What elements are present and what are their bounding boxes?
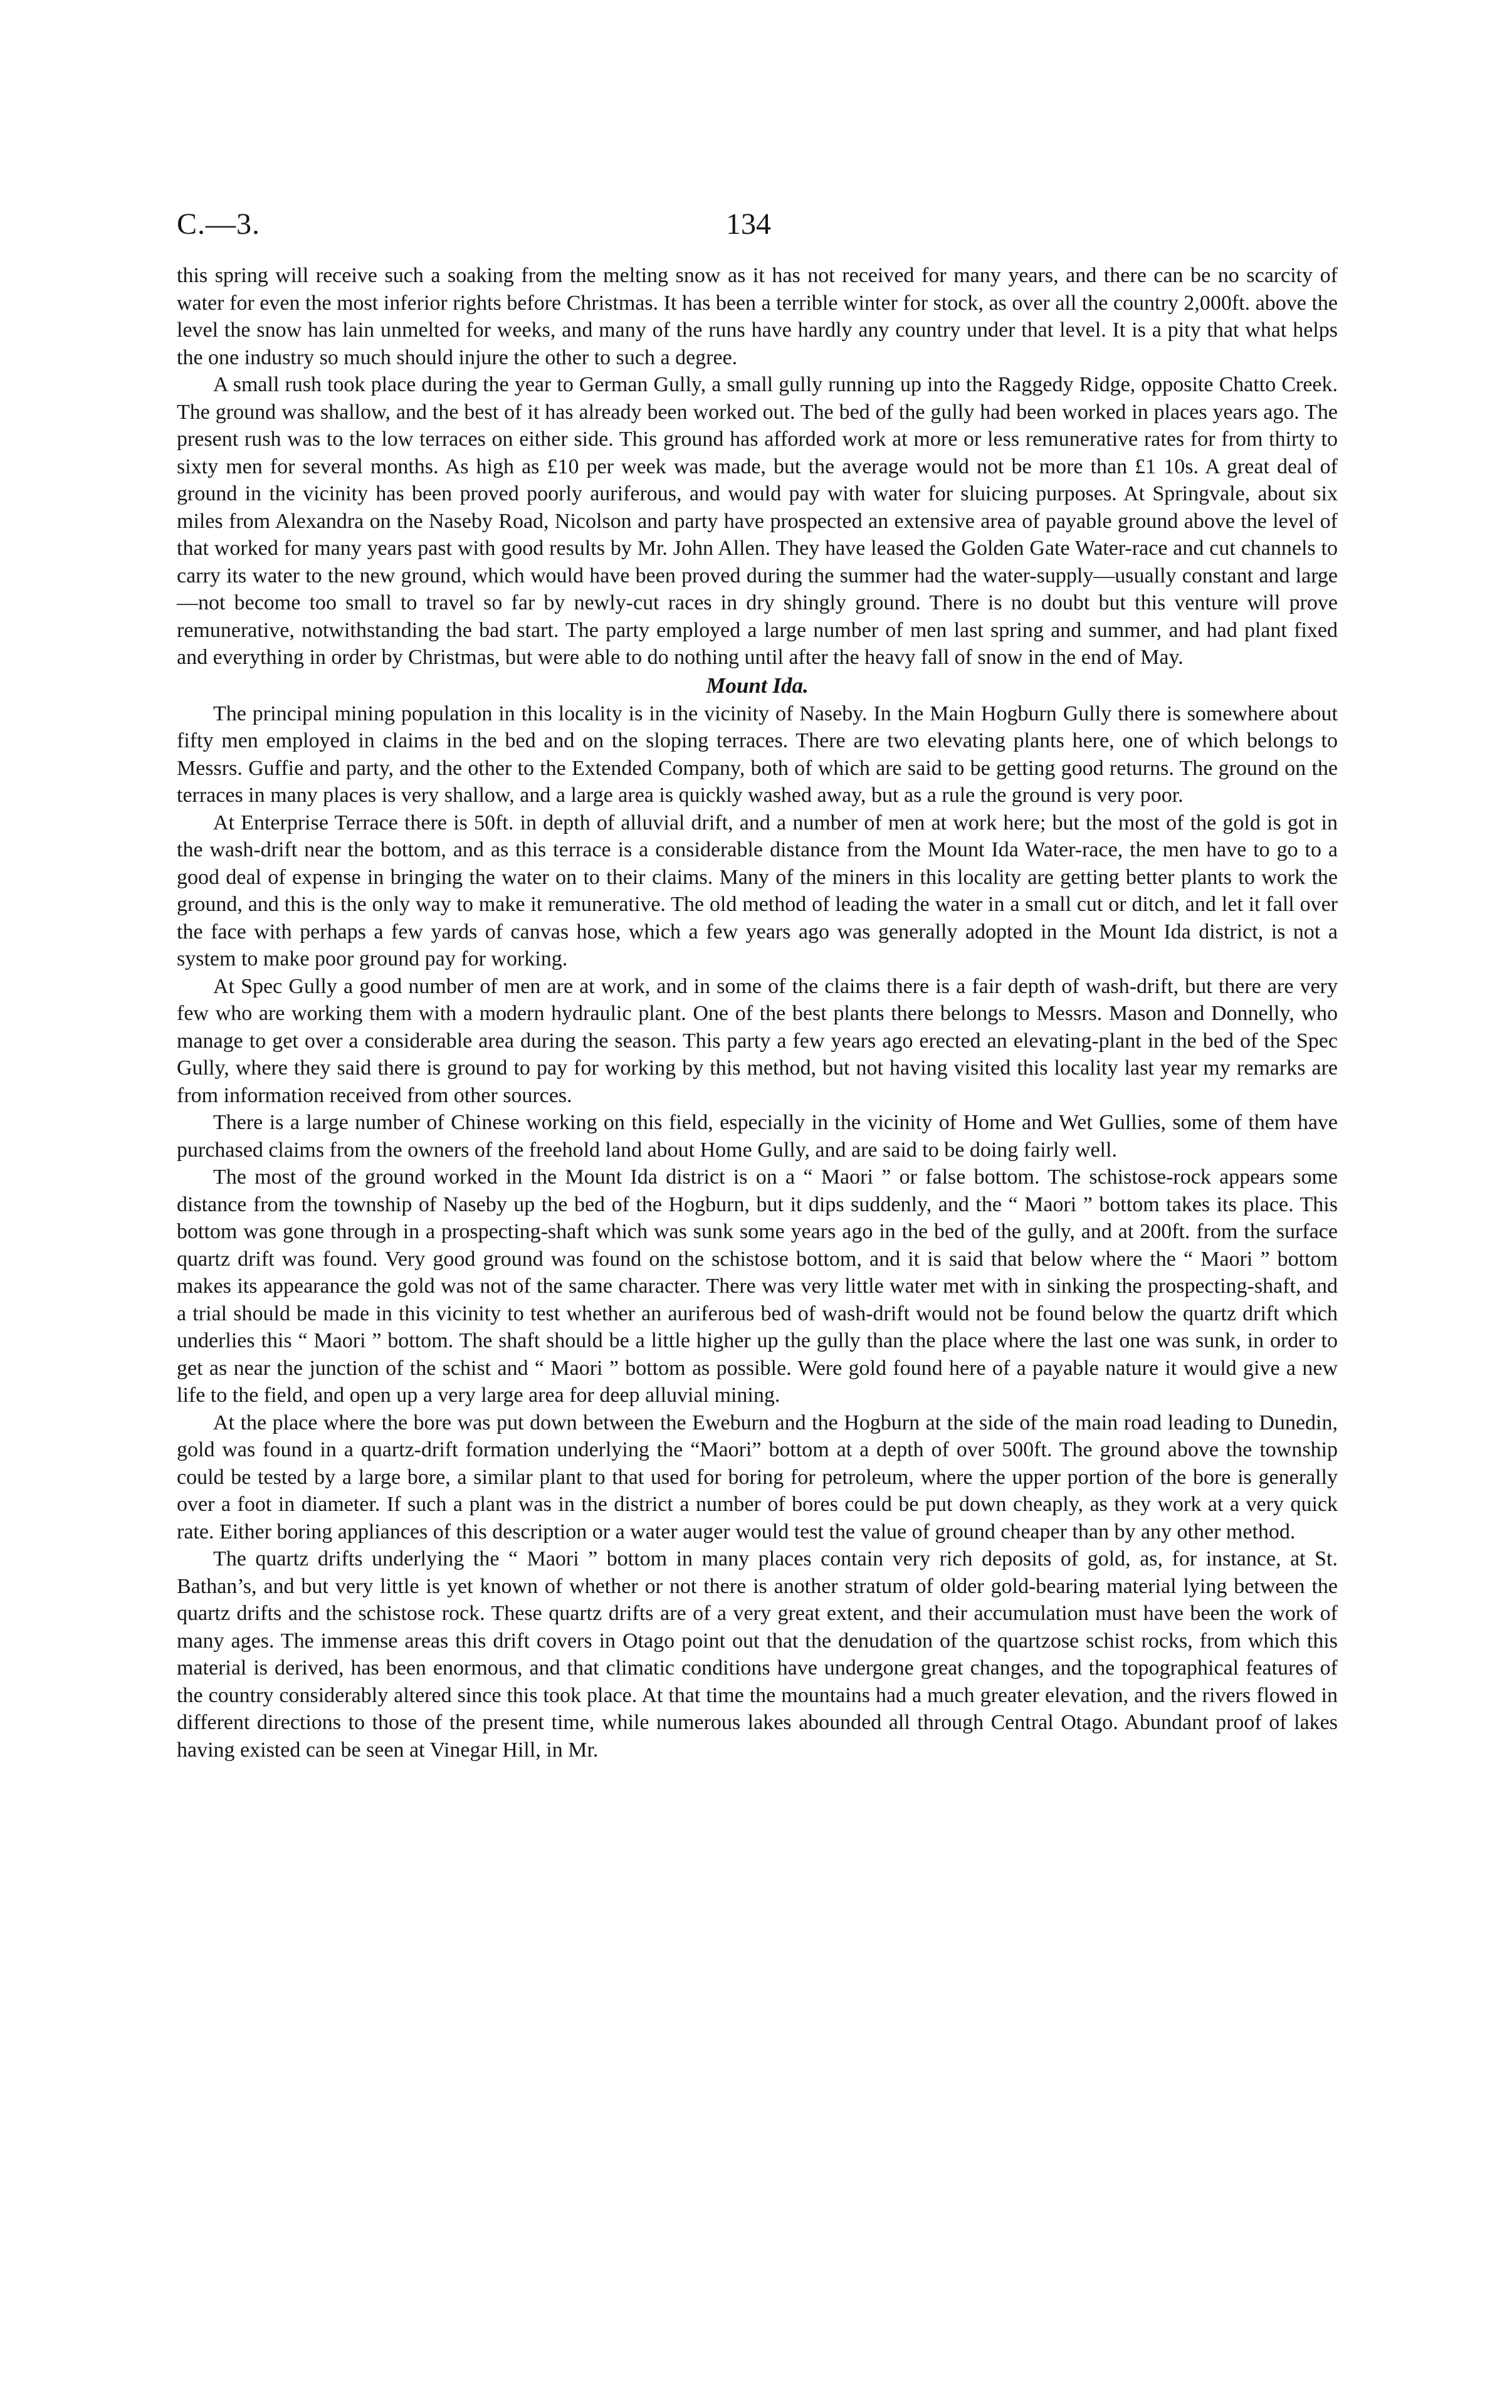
page-header (177, 207, 1336, 251)
paragraph-quartz-drifts: The quartz drifts underlying the “ Maori ” bottom in many places contain very rich deposits of gold, as, for instance, at St. Bathan’s, and but very little is yet known of whether or not there is another stratum of older gold-bearing material lying between the quartz drifts and the schistose rock. These quartz drifts are of a very great extent, and their accumulation must have been the work of many ages. The immense areas this drift covers in Otago point out that the denudation of the quartzose schist rocks, from which this material is derived, has been enormous, and that climatic conditions have undergone great changes, and the topographical features of the country considerably altered since this took place. At that time the mountains had a much greater elevation, and the rivers flowed in different directions to those of the present time, while numerous lakes abounded all through Central Otago. Abundant proof of lakes having existed can be seen at Vinegar Hill, in Mr. (177, 1547, 1338, 1762)
body-text (177, 262, 1338, 1764)
document-reference: C.—3. (177, 208, 261, 241)
paragraph-enterprise-terrace: At Enterprise Terrace there is 50ft. in depth of alluvial drift, and a number of men at work here; but the most of the gold is got in the wash-drift near the bottom, and as this terrace is a considerable distance from the Mount Ida Water-race, the men have to go to a good deal of expense in bringing the water on to their claims. Many of the miners in this locality are getting better plants to work the ground, and this is the only way to make it remunerative. The old method of leading the water in a small cut or ditch, and let it fall over the face with perhaps a few yards of canvas hose, which a few years ago was generally adopted in the Mount Ida district, is not a system to make poor ground pay for working. (177, 811, 1338, 970)
paragraph-spec-gully: At Spec Gully a good number of men are at work, and in some of the claims there is a fair depth of wash-drift, but there are very few who are working them with a modern hydraulic plant. One of the best plants there belongs to Messrs. Mason and Donnelly, who manage to get over a considerable area during the season. This party a few years ago erected an elevating-plant in the bed of the Spec Gully, where they said there is ground to pay for working by this method, but not having visited this locality last year my remarks are from information received from other sources. (177, 974, 1338, 1107)
paragraph-german-gully: A small rush took place during the year to German Gully, a small gully running up into the Raggedy Ridge, opposite Chatto Creek. The ground was shallow, and the best of it has already been worked out. The bed of the gully had been worked in places years ago. The present rush was to the low terraces on either side. This ground has afforded work at more or less remunerative rates for from thirty to sixty men for several months. As high as £10 per week was made, but the average would not be more than £1 10s. A great deal of ground in the vicinity has been proved poorly auriferous, and would pay with water for sluicing purposes. At Springvale, about six miles from Alexandra on the Naseby Road, Nicolson and party have prospected an extensive area of payable ground above the level of that worked for many years past with good results by Mr. John Allen. They have leased the Golden Gate Water-race and cut channels to carry its water to the new ground, which would have been proved during the summer had the water-supply—usually constant and large—not become too small to travel so far by newly-cut races in dry shingly ground. There is no doubt but this venture will prove remunerative, notwithstanding the bad start. The party employed a large number of men last spring and summer, and had plant fixed and everything in order by Christmas, but were able to do nothing until after the heavy fall of snow in the end of May. (177, 373, 1338, 669)
paragraph-continued: this spring will receive such a soaking from the melting snow as it has not received for many years, and there can be no scarcity of water for even the most inferior rights before Christmas. It has been a terrible winter for stock, as over all the country 2,000ft. above the level the snow has lain unmelted for weeks, and many of the runs have hardly any country under that level. It is a pity that what helps the one industry so much should injure the other to such a degree. (177, 264, 1338, 369)
paragraph-naseby: The principal mining population in this locality is in the vicinity of Naseby. In the Main Hogburn Gully there is somewhere about fifty men employed in claims in the bed and on the sloping terraces. There are two elevating plants here, one of which belongs to Messrs. Guffie and party, and the other to the Extended Company, both of which are said to be getting good returns. The ground on the terraces in many places is very shallow, and a large area is quickly washed away, but as a rule the ground is very poor. (177, 702, 1338, 807)
paragraph-bore: At the place where the bore was put down between the Eweburn and the Hogburn at the side of the main road leading to Dunedin, gold was found in a quartz-drift formation underlying the “Maori” bottom at a depth of over 500ft. The ground above the township could be tested by a large bore, a similar plant to that used for boring for petroleum, where the upper portion of the bore is generally over a foot in diameter. If such a plant was in the district a number of bores could be put down cheaply, as they work at a very quick rate. Either boring appliances of this description or a water auger would test the value of ground cheaper than by any other method. (177, 1411, 1338, 1543)
paragraph-maori-bottom: The most of the ground worked in the Mount Ida district is on a “ Maori ” or false bottom. The schistose-rock appears some distance from the township of Naseby up the bed of the Hogburn, but it dips suddenly, and the “ Maori ” bottom takes its place. This bottom was gone through in a prospecting-shaft which was sunk some years ago in the bed of the gully, and at 200ft. from the surface quartz drift was found. Very good ground was found on the schistose bottom, and it is said that below where the “ Maori ” bottom makes its appearance the gold was not of the same character. There was very little water met with in sinking the prospecting-shaft, and a trial should be made in this vicinity to test whether an auriferous bed of wash-drift would not be found below the quartz drift which underlies this “ Maori ” bottom. The shaft should be a little higher up the gully than the place where the last one was sunk, in order to get as near the junction of the schist and “ Maori ” bottom as possible. Were gold found here of a payable nature it would give a new life to the field, and open up a very large area for deep alluvial mining. (177, 1165, 1338, 1407)
section-heading-mount-ida: Mount Ida. (706, 673, 809, 698)
paragraph-chinese-miners: There is a large number of Chinese working on this field, especially in the vicinity of Home and Wet Gullies, some of them have purchased claims from the owners of the freehold land about Home Gully, and are said to be doing fairly well. (177, 1111, 1338, 1162)
page-number: 134 (726, 208, 771, 241)
